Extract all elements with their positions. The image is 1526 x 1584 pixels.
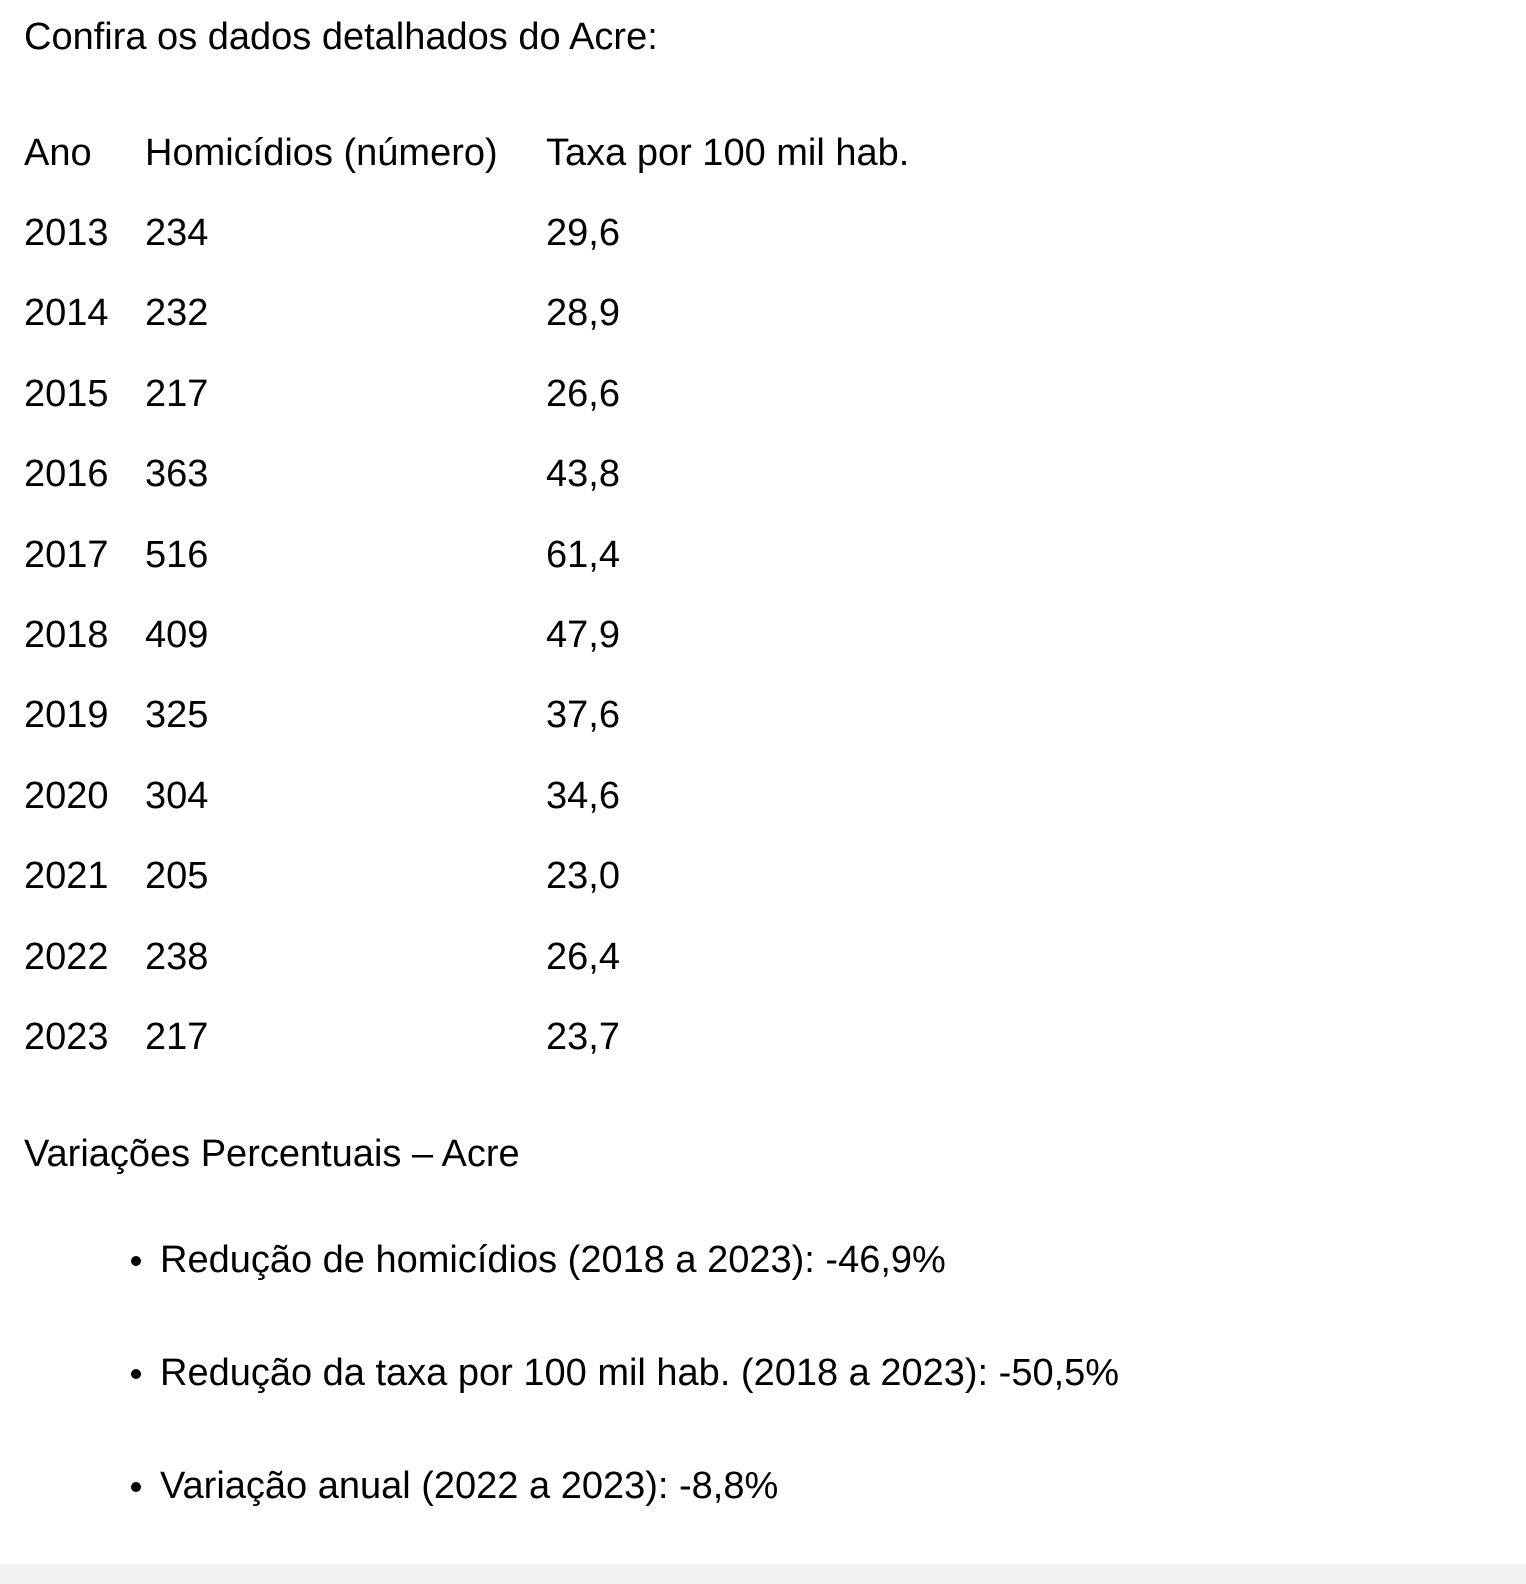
table-row xyxy=(24,595,909,675)
cell-year: 2013 xyxy=(24,212,109,255)
table-header-row xyxy=(24,113,909,193)
cell-homicides: 304 xyxy=(145,774,209,817)
header-rate: Taxa por 100 mil hab. xyxy=(546,131,910,174)
intro-text: Confira os dados detalhados do Acre: xyxy=(24,16,658,58)
cell-rate: 47,9 xyxy=(546,614,620,657)
cell-homicides: 516 xyxy=(145,533,209,576)
cell-homicides: 238 xyxy=(145,935,209,978)
cell-homicides: 409 xyxy=(145,614,209,657)
table-row xyxy=(24,676,909,756)
list-item-text: Redução da taxa por 100 mil hab. (2018 a 2023): -50,5% xyxy=(160,1352,1120,1394)
cell-year: 2020 xyxy=(24,774,109,817)
table-row xyxy=(24,193,909,273)
bullet-icon xyxy=(131,1482,141,1492)
cell-year: 2022 xyxy=(24,935,109,978)
cell-rate: 23,7 xyxy=(546,1015,620,1058)
cell-rate: 37,6 xyxy=(546,694,620,737)
table-row xyxy=(24,917,909,997)
cell-homicides: 205 xyxy=(145,855,209,898)
table-body xyxy=(24,193,909,1077)
cell-rate: 29,6 xyxy=(546,212,620,255)
cell-year: 2021 xyxy=(24,855,109,898)
list-item xyxy=(0,1214,1119,1327)
table-row xyxy=(24,515,909,595)
table-row xyxy=(24,274,909,354)
variations-list xyxy=(0,1214,1119,1553)
cell-rate: 28,9 xyxy=(546,292,620,335)
list-item xyxy=(0,1327,1119,1440)
variations-title: Variações Percentuais – Acre xyxy=(24,1133,520,1175)
cell-year: 2017 xyxy=(24,533,109,576)
cell-year: 2023 xyxy=(24,1015,109,1058)
table-row xyxy=(24,756,909,836)
cell-homicides: 217 xyxy=(145,372,209,415)
cell-rate: 26,6 xyxy=(546,372,620,415)
table-row xyxy=(24,997,909,1077)
list-item-text: Redução de homicídios (2018 a 2023): -46,9% xyxy=(160,1239,946,1281)
cell-homicides: 363 xyxy=(145,453,209,496)
homicides-table xyxy=(8,113,925,1078)
cell-year: 2018 xyxy=(24,614,109,657)
cell-rate: 61,4 xyxy=(546,533,620,576)
cell-homicides: 217 xyxy=(145,1015,209,1058)
header-year: Ano xyxy=(24,131,92,174)
list-item xyxy=(0,1440,1119,1553)
table-row xyxy=(24,435,909,515)
cell-year: 2014 xyxy=(24,292,109,335)
table-row xyxy=(24,354,909,434)
bottom-bar xyxy=(0,1564,1526,1584)
list-item-text: Variação anual (2022 a 2023): -8,8% xyxy=(160,1465,779,1507)
cell-rate: 26,4 xyxy=(546,935,620,978)
bullet-icon xyxy=(131,1256,141,1266)
cell-homicides: 234 xyxy=(145,212,209,255)
cell-rate: 23,0 xyxy=(546,855,620,898)
cell-homicides: 232 xyxy=(145,292,209,335)
header-homicides: Homicídios (número) xyxy=(145,131,498,174)
cell-year: 2016 xyxy=(24,453,109,496)
cell-homicides: 325 xyxy=(145,694,209,737)
table-row xyxy=(24,837,909,917)
cell-rate: 34,6 xyxy=(546,774,620,817)
cell-rate: 43,8 xyxy=(546,453,620,496)
cell-year: 2019 xyxy=(24,694,109,737)
bullet-icon xyxy=(131,1369,141,1379)
cell-year: 2015 xyxy=(24,372,109,415)
